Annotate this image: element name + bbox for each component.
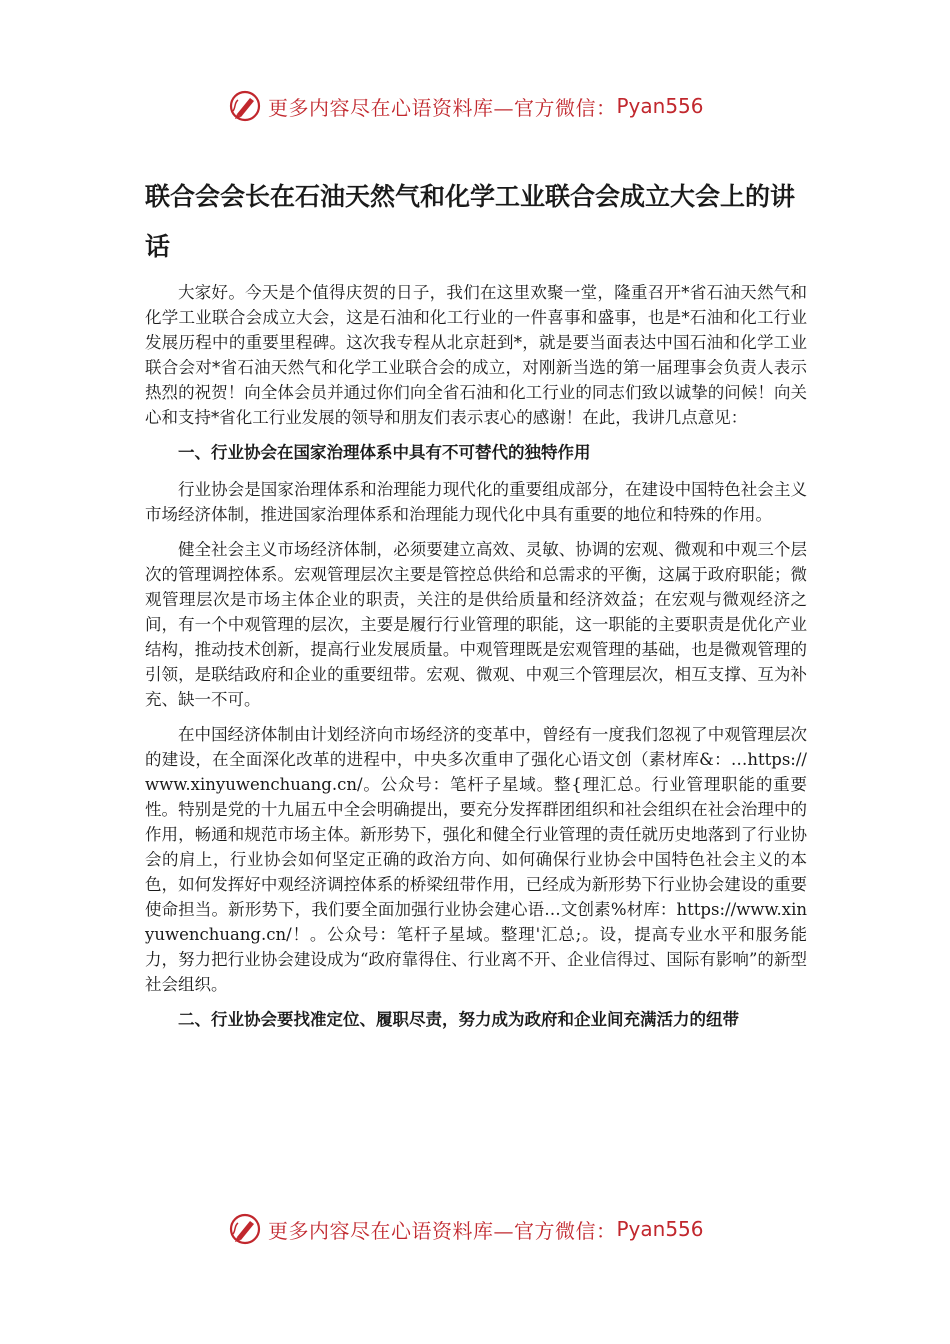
paragraph-3: 健全社会主义市场经济体制，必须要建立高效、灵敏、协调的宏观、微观和中观三个层次的管理调控体系。宏观管理层次主要是管控总供给和总需求的平衡，这属于政府职能；微观管理层次是市场主体企业的职责，关注的是供给质量和经济效益；在宏观与微观经济之间，有一个中观管理的层次，主要是履行行业管理的职能，这一职能的主要职责是优化产业结构，推动技术创新，提高行业发展质量。中观管理既是宏观管理的基础，也是微观管理的引领，是联结政府和企业的重要纽带。宏观、微观、中观三个管理层次，相互支撑、互为补充、缺一不可。 <box>145 540 807 709</box>
footer-banner <box>228 1209 704 1249</box>
pen-logo-icon <box>228 1212 262 1246</box>
pen-logo-icon <box>228 89 262 123</box>
banner-text: 更多内容尽在心语资料库—官方微信： <box>268 95 617 120</box>
paragraph-2: 行业协会是国家治理体系和治理能力现代化的重要组成部分，在建设中国特色社会主义市场经济体制，推进国家治理体系和治理能力现代化中具有重要的地位和特殊的作用。 <box>145 480 807 524</box>
header-banner <box>228 86 704 126</box>
paragraph-intro: 大家好。今天是个值得庆贺的日子，我们在这里欢聚一堂，隆重召开*省石油天然气和化学工业联合会成立大会，这是石油和化工行业的一件喜事和盛事，也是*石油和化工行业发展历程中的重要里程碑。这次我专程从北京赶到*，就是要当面表达中国石油和化学工业联合会对*省石油天然气和化学工业联合会的成立，对刚新当选的第一届理事会负责人表示热烈的祝贺！向全体会员并通过你们向全省石油和化工行业的同志们致以诚挚的问候！向关心和支持*省化工行业发展的领导和朋友们表示衷心的感谢！在此，我讲几点意见： <box>145 283 807 427</box>
banner-wechat-id: Pyan556 <box>616 94 704 118</box>
section-heading-2: 二、行业协会要找准定位、履职尽责，努力成为政府和企业间充满活力的纽带 <box>178 1010 739 1029</box>
paragraph-4: 在中国经济体制由计划经济向市场经济的变革中，曾经有一度我们忽视了中观管理层次的建设，在全面深化改革的进程中，中央多次重申了强化心语文创（素材库&：…https://www.xinyuwenchuang.cn/。公众号：笔杆子星域。整{理汇总。行业管理职能的重要性。特别是党的十九届五中全会明确提出，要充分发挥群团组织和社会组织在社会治理中的作用，畅通和规范市场主体。新形势下，强化和健全行业管理的责任就历史地落到了行业协会的肩上，行业协会如何坚定正确的政治方向、如何确保行业协会中国特色社会主义的本色，如何发挥好中观经济调控体系的桥梁纽带作用，已经成为新形势下行业协会建设的重要使命担当。新形势下，我们要全面加强行业协会建心语…文创素%材库：https://www.xinyuwenchuang.cn/！。公众号：笔杆子星域。整理'汇总;。设，提高专业水平和服务能力，努力把行业协会建设成为“政府靠得住、行业离不开、企业信得过、国际有影响”的新型社会组织。 <box>145 725 807 994</box>
section-heading-1: 一、行业协会在国家治理体系中具有不可替代的独特作用 <box>178 443 591 462</box>
banner-wechat-id: Pyan556 <box>616 1217 704 1241</box>
page-title: 联合会会长在石油天然气和化学工业联合会成立大会上的讲话 <box>145 182 796 261</box>
document-body <box>145 280 807 1044</box>
banner-text: 更多内容尽在心语资料库—官方微信： <box>268 1218 617 1243</box>
